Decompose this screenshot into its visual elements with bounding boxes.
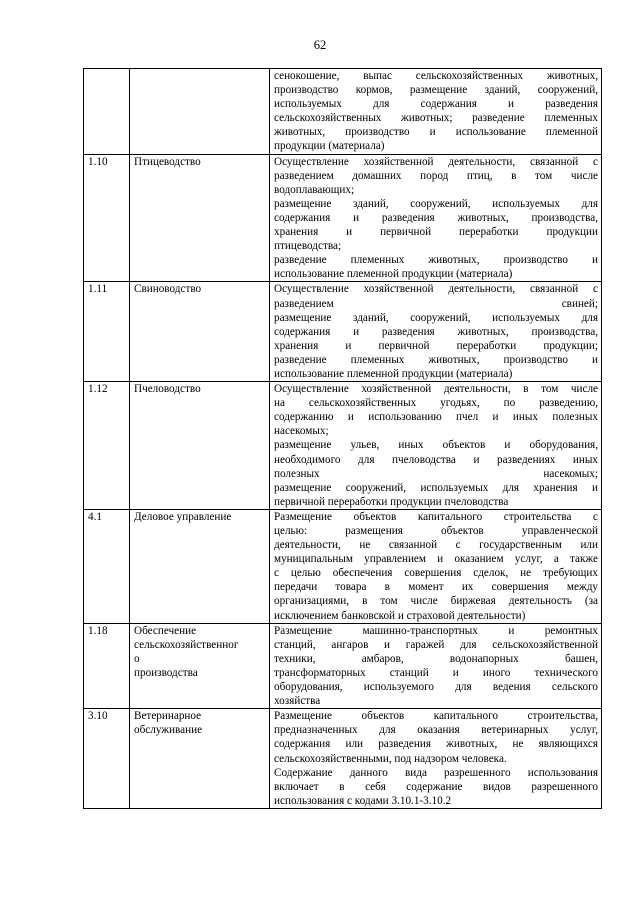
row-description-line: на сельскохозяйственных угодьях, по разведению, bbox=[274, 397, 598, 410]
row-description bbox=[270, 69, 602, 155]
row-description-line: разведение племенных животных, производство и bbox=[274, 353, 598, 366]
row-code: 1.11 bbox=[84, 282, 130, 382]
row-description-line: Содержание данного вида разрешенного использования bbox=[274, 766, 598, 779]
row-description-line: сельскохозяйственных животных; разведение племенных bbox=[274, 112, 598, 125]
row-code: 4.1 bbox=[84, 509, 130, 623]
row-description-line: деятельности, не связанной с государственным или bbox=[274, 539, 598, 552]
row-description bbox=[270, 709, 602, 809]
table-row bbox=[84, 382, 602, 510]
row-description-line: Осуществление хозяйственной деятельности, связанной с bbox=[274, 283, 598, 296]
row-description-line: птицеводства; bbox=[274, 240, 342, 253]
row-description-line: Осуществление хозяйственной деятельности, связанной с bbox=[274, 155, 598, 168]
row-description bbox=[270, 282, 602, 382]
table-row bbox=[84, 282, 602, 382]
row-description-line: использование племенной продукции (материала) bbox=[274, 367, 513, 380]
row-code: 1.10 bbox=[84, 154, 130, 282]
row-description-line: первичной переработки продукции пчеловодства bbox=[274, 495, 509, 508]
row-description-line: содержания и разведения животных, производства, bbox=[274, 325, 598, 338]
row-description-line: исключением банковской и страховой деятельности) bbox=[274, 609, 526, 622]
row-description-line: животных, производство и использование племенной bbox=[274, 126, 598, 139]
row-description-line: размещение зданий, сооружений, используемых для bbox=[274, 311, 598, 324]
row-name-line: Ветеринарное bbox=[134, 710, 202, 723]
row-description-line: необходимого для пчеловодства и разведениях иных bbox=[274, 453, 598, 466]
row-description-line: разведением домашних пород птиц, в том числе bbox=[274, 169, 598, 182]
row-description-line: содержания или разведения животных, не являющихся bbox=[274, 738, 598, 751]
row-name-line: Свиноводство bbox=[134, 283, 202, 296]
row-description-line: размещение зданий, сооружений, используемых для bbox=[274, 197, 598, 210]
row-description-line: техники, амбаров, водонапорных башен, bbox=[274, 652, 598, 665]
row-name-line: Птицеводство bbox=[134, 155, 201, 168]
row-name-line: сельскохозяйственног bbox=[134, 638, 239, 651]
row-name-line: производства bbox=[134, 666, 198, 679]
table-row bbox=[84, 154, 602, 282]
row-description-line: полезных насекомых; bbox=[274, 467, 598, 480]
row-description-line: включает в себя содержание видов разрешенного bbox=[274, 780, 598, 793]
row-name-line: Пчеловодство bbox=[134, 383, 201, 396]
row-description-line: трансформаторных станций и иного технического bbox=[274, 666, 598, 679]
row-description-line: насекомых; bbox=[274, 425, 329, 438]
row-description-line: производство кормов, размещение зданий, сооружений, bbox=[274, 84, 598, 97]
row-description-line: содержания и разведения животных, производства, bbox=[274, 211, 598, 224]
row-description-line: Размещение объектов капитального строительства с bbox=[274, 510, 598, 523]
row-description-line: сенокошение, выпас сельскохозяйственных животных, bbox=[274, 70, 598, 82]
row-description-line: продукции (материала) bbox=[274, 140, 385, 153]
page-number: 62 bbox=[313, 38, 327, 52]
row-description-line: размещение сооружений, используемых для хранения и bbox=[274, 481, 598, 494]
row-code: 3.10 bbox=[84, 709, 130, 809]
row-name bbox=[130, 623, 270, 709]
table-row bbox=[84, 69, 602, 155]
row-name bbox=[130, 69, 270, 155]
row-code: 1.18 bbox=[84, 623, 130, 709]
table-row bbox=[84, 623, 602, 709]
row-description-line: использования с кодами 3.10.1-3.10.2 bbox=[274, 794, 452, 807]
row-description-line: разведение племенных животных, производство и bbox=[274, 254, 598, 267]
row-description-line: муниципальным управлением и оказанием услуг, а также bbox=[274, 553, 598, 566]
row-description-line: водоплавающих; bbox=[274, 183, 355, 196]
table-row bbox=[84, 509, 602, 623]
row-name-line: Деловое управление bbox=[134, 510, 232, 523]
row-code bbox=[84, 69, 130, 155]
row-description-line: Размещение объектов капитального строительства, bbox=[274, 710, 598, 723]
row-description-line: хранения и первичной переработки продукции bbox=[274, 226, 598, 239]
row-description-line: оборудования, используемого для ведения сельского bbox=[274, 681, 598, 694]
row-name bbox=[130, 509, 270, 623]
row-description bbox=[270, 154, 602, 282]
row-name bbox=[130, 154, 270, 282]
land-use-table bbox=[83, 68, 602, 809]
row-name bbox=[130, 709, 270, 809]
row-name-line: обслуживание bbox=[134, 724, 203, 737]
row-name-line: Обеспечение bbox=[134, 624, 197, 637]
row-description-line: Осуществление хозяйственной деятельности, в том числе bbox=[274, 383, 598, 396]
row-description-line: предназначенных для оказания ветеринарных услуг, bbox=[274, 724, 598, 737]
row-description-line: Размещение машинно-транспортных и ремонтных bbox=[274, 624, 598, 637]
row-description-line: организациями, в том числе биржевая деятельность (за bbox=[274, 595, 598, 608]
row-description-line: целью: размещения объектов управленческой bbox=[274, 525, 598, 537]
row-description-line: используемых для содержания и разведения bbox=[274, 98, 598, 111]
row-description-line: использование племенной продукции (материала) bbox=[274, 268, 513, 281]
row-name bbox=[130, 382, 270, 510]
row-code: 1.12 bbox=[84, 382, 130, 510]
row-description-line: содержанию и использованию пчел и иных полезных bbox=[274, 411, 598, 424]
row-description-line: разведением свиней; bbox=[274, 297, 598, 310]
table-row bbox=[84, 709, 602, 809]
row-description-line: передачи товара в момент их совершения между bbox=[274, 581, 598, 594]
row-description bbox=[270, 382, 602, 510]
row-description-line: сельскохозяйственными, под надзором человека. bbox=[274, 752, 507, 765]
row-description-line: размещение ульев, иных объектов и оборудования, bbox=[274, 439, 598, 452]
row-description-line: станций, ангаров и гаражей для сельскохозяйственной bbox=[274, 638, 598, 651]
row-description bbox=[270, 509, 602, 623]
row-description-line: хозяйства bbox=[274, 695, 321, 708]
row-description-line: с целью обеспечения совершения сделок, не требующих bbox=[274, 567, 598, 580]
row-description bbox=[270, 623, 602, 709]
row-name bbox=[130, 282, 270, 382]
row-name-line: о bbox=[134, 652, 140, 665]
row-description-line: хранения и первичной переработки продукции; bbox=[274, 339, 598, 352]
